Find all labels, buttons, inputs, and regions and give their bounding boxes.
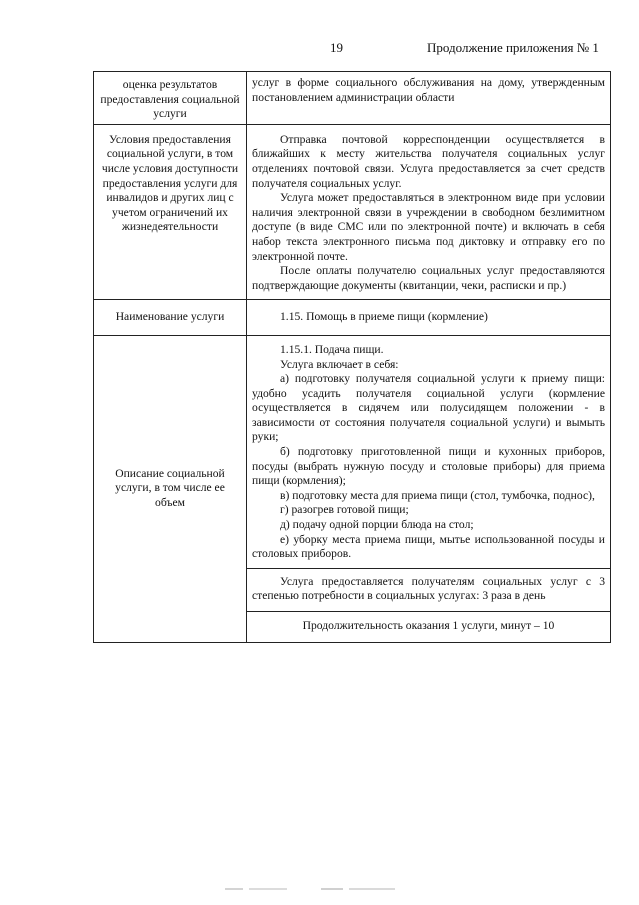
evaluation-text: услуг в форме социального обслуживания на дому, утвержденным постановлением администрации области <box>247 72 611 125</box>
description-item: в) подготовку места для приема пищи (стол, тумбочка, поднос), <box>280 488 595 502</box>
duration-cell <box>247 612 611 643</box>
conditions-paragraph: Услуга может предоставляться в электронном виде при условии наличия электронной связи в учреждении в свободном безлимитном доступе (в виде СМС или по электронной почте) и включать в себя набор текста электронного письма под диктовку и отправку его по электронной почте. <box>252 191 605 263</box>
evaluation-label: оценка результатов предоставления социальной услуги <box>94 72 247 125</box>
continuation-header: Продолжение приложения № 1 <box>427 40 599 55</box>
description-item: е) уборку места приема пищи, мытье использованной посуды и столовых приборов. <box>252 532 605 561</box>
table-row <box>94 124 611 300</box>
conditions-label: Условия предоставления социальной услуги, в том числе условия доступности предоставления услуги для инвалидов и других лиц с учетом ограничений их жизнедеятельности <box>94 124 247 300</box>
service-name-label: Наименование услуги <box>94 300 247 336</box>
table-row <box>94 335 611 568</box>
description-label: Описание социальной услуги, в том числе ее объем <box>94 335 247 642</box>
service-table <box>93 71 611 643</box>
page-number: 19 <box>330 40 343 55</box>
conditions-paragraph: После оплаты получателю социальных услуг предоставляются подтверждающие документы (квитанции, чеки, расписки и пр.) <box>252 264 605 292</box>
description-subtitle: 1.15.1. Подача пищи. <box>280 342 384 356</box>
duration-text: Продолжительность оказания 1 услуги, минут – 10 <box>302 619 555 632</box>
conditions-cell <box>247 124 611 300</box>
description-intro: Услуга включает в себя: <box>280 357 399 371</box>
service-name-text: 1.15. Помощь в приеме пищи (кормление) <box>247 300 611 336</box>
frequency-text: Услуга предоставляется получателям социальных услуг с 3 степенью потребности в социальных услугах: 3 раза в день <box>252 574 605 603</box>
conditions-paragraph: Отправка почтовой корреспонденции осуществляется в ближайших к месту жительства получателя социальных услуг отделениях почтовой связи. Услуга предоставляется за счет средств получателя социальных услуг. <box>252 132 605 190</box>
scan-artifact-marks <box>225 887 400 892</box>
table-row <box>94 300 611 336</box>
table-row <box>94 72 611 125</box>
frequency-cell <box>247 568 611 611</box>
description-item: д) подачу одной порции блюда на стол; <box>280 518 474 532</box>
description-item: г) разогрев готовой пищи; <box>280 503 409 517</box>
description-cell <box>247 335 611 568</box>
description-item: а) подготовку получателя социальной услуги к приему пищи: удобно усадить получателя социальной услуги (кормление осуществляется в сидячем или полусидящем положении - в зависимости от состояния получателя социальной услуги) и вымыть руки; <box>252 372 605 444</box>
description-item: б) подготовку приготовленной пищи и кухонных приборов, посуды (выбрать нужную посуду и столовые приборы) для приема пищи (кормления); <box>252 445 605 488</box>
